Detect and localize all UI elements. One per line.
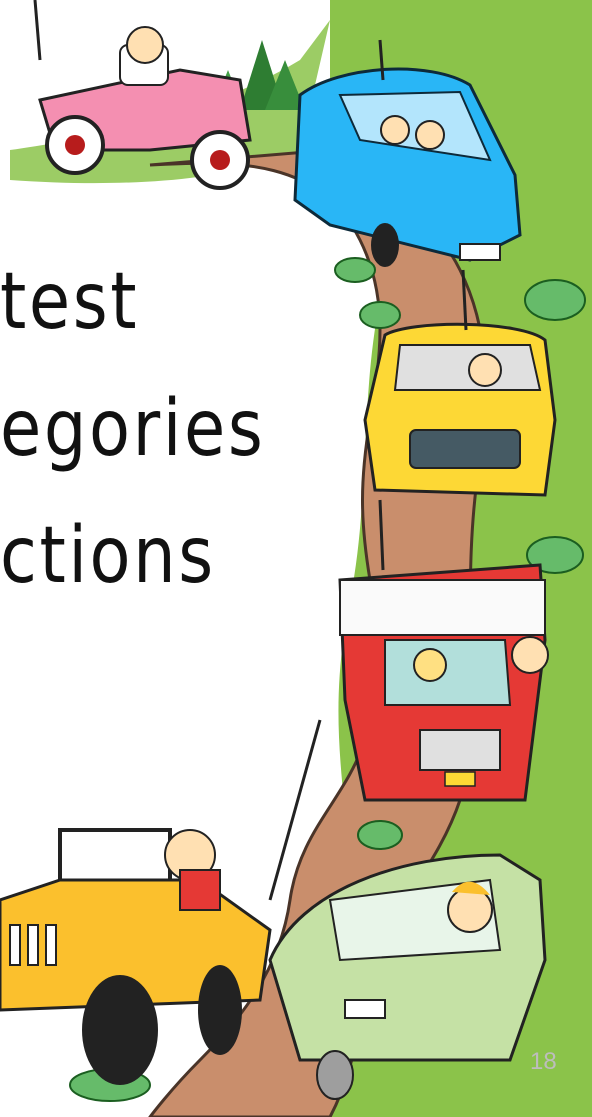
rabbit-icon bbox=[317, 1051, 353, 1099]
text-line-2: egories bbox=[0, 384, 266, 474]
jeep-grille bbox=[10, 925, 56, 965]
page-number: 18 bbox=[530, 1048, 557, 1075]
text-line-3: ctions bbox=[0, 511, 216, 601]
text-line-1: test bbox=[0, 257, 140, 347]
